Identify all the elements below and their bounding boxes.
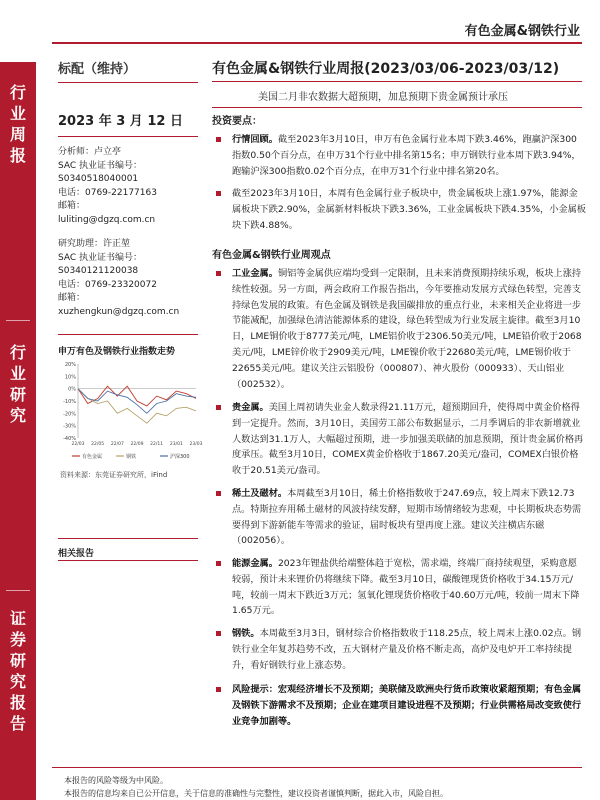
band-char: 周 (9, 125, 26, 144)
header-rule (52, 42, 582, 44)
band-char: 报 (9, 693, 26, 712)
para-text: 铜铝等金属供应端均受到一定限制，且未来消费预期持续乐观，板块上涨持续性较强。另一方面，两会政府工作报告指出，今年要推动发展方式绿色转型，完善支持绿色发展的政策。有色金属及钢铁是我国碳排放的重点行业，未来相关企业将进一步节能减配，加强绿色清洁能源体系的建设，绿色转型成为行业发展主旋律。截至3月10日，LME铜价收于8777美元/吨，LME铝价收于2306.50美元/吨，LME铅价收于2068美元/吨，LME锌价收于2909美元/吨，LME镍价收于22680美元/吨，LME锡价收于22655美元/吨。建议关注云铝股份（000807）、神火股份（000933）、天山铝业（002532）。 (232, 268, 582, 390)
para-lead: 行情回顾。 (232, 134, 278, 145)
chart-y-tick-label: -40% (63, 436, 76, 442)
band-divider (6, 590, 30, 591)
rating: 标配（维持） (58, 62, 137, 77)
footer-rule (52, 767, 582, 768)
bullet-icon (216, 561, 221, 566)
para-text: 截至2023年3月10日，申万有色金属行业本周下跌3.46%，跑赢沪深300指数0.50个百分点，在申万31个行业中排名第15名；申万钢铁行业本周下跌3.94%，跑输沪深300指数0.02个百分点，在申万31个行业中排名第20名。 (232, 134, 581, 177)
chart-y-tick-label: 0% (68, 386, 76, 393)
chart-source: 资料来源：东莞证券研究所，iFind (60, 471, 168, 479)
para-steel (212, 626, 586, 673)
chart-legend-label: 有色金属 (82, 454, 103, 460)
assistant-phone: 电话：0769-23320072 (58, 279, 157, 290)
para-energy-metals (212, 556, 586, 619)
chart-x-tick-label: 22/11 (150, 442, 164, 447)
bullet-icon (216, 687, 221, 692)
para-text: 本周截至3月3日，钢材综合价格指数收于118.25点，较上周末上涨0.02点。钢铁行业全年复苏趋势不改，五大钢材产量及价格不断走高，高炉及电炉开工率持续提升，看好钢铁行业上涨态势。 (232, 628, 582, 671)
rule (58, 136, 198, 137)
chart-x-tick-label: 22/07 (110, 442, 124, 447)
analyst-email-label: 邮箱： (58, 201, 86, 211)
rule (58, 560, 198, 561)
report-date: 2023 年 3 月 12 日 (58, 114, 183, 129)
header-sector: 有色金属&钢铁行业 (464, 24, 580, 39)
title-rule (212, 81, 582, 82)
assistant-block (58, 238, 179, 319)
analyst-block (58, 146, 157, 227)
analyst-name: 分析师：卢立亭 (58, 147, 122, 157)
para-lead: 钢铁。 (232, 628, 260, 639)
chart-title: 申万有色及钢铁行业指数走势 (58, 347, 176, 357)
para-text: 2023年锂盐供给端整体趋于宽松，需求端，终端厂商持续观望，采购意愿较弱，预计未来锂价仍将继续下降。截至3月10日，碳酸锂现货价格收于34.15万元/吨，较前一周末下跌近3万元；氢氧化锂现货价格收于40.60万元/吨，较前一周末下降1.65万元。 (232, 558, 580, 617)
bullet-icon (216, 405, 221, 410)
chart-x-tick-label: 22/03 (71, 442, 85, 447)
band-char: 究 (9, 672, 26, 691)
footer-disclaimer: 本报告的信息均来自已公开信息，关于信息的准确性与完整性，建议投资者谨慎判断，据此入市，风险自担。 (64, 789, 448, 798)
para-market-review (212, 132, 586, 179)
bullet-icon (216, 191, 221, 196)
band-label-industry-weekly (0, 82, 36, 166)
band-char: 业 (9, 104, 26, 123)
band-label-industry-research (0, 342, 36, 426)
band-char: 告 (9, 714, 26, 733)
para-text: 本周截至3月10日，稀土价格指数收于247.69点，较上周末下跌12.73点。特斯拉弃用稀土磁材的风波持续发酵，短期市场情绪较为悲观，中长期板块态势需要得到下游新能车等需求的验证，届时板块有望再度上涨。建议关注横店东磁（002056）。 (232, 488, 582, 547)
para-sub-sectors (212, 186, 586, 233)
para-text: 截至2023年3月10日，本周有色金属行业子板块中，贵金属板块上涨1.97%，能源金属板块下跌2.90%，金属新材料板块下跌3.36%，工业金属板块下跌4.35%，小金属板块下跌4.88%。 (232, 188, 586, 231)
bullet-icon (216, 137, 221, 142)
band-char: 究 (9, 406, 26, 425)
assistant-email[interactable]: xuzhengkun@dgzq.com.cn (58, 306, 180, 317)
para-text: 风险提示：宏观经济增长不及预期；美联储及欧洲央行货币政策收紧超预期；有色金属及钢铁下游需求不及预期；企业在建项目建设进程不及预期；行业供需格局改变致使行业竞争加剧等。 (232, 684, 582, 727)
band-char: 报 (9, 146, 26, 165)
bullet-icon (216, 271, 221, 276)
chart-y-tick-label: 20% (64, 362, 76, 368)
band-char: 行 (9, 83, 26, 102)
para-industrial-metals (212, 266, 586, 392)
band-divider (6, 320, 30, 321)
subtitle-rule (212, 107, 582, 108)
chart-x-tick-label: 22/05 (91, 442, 105, 447)
chart-legend-label: 钢铁 (126, 454, 137, 460)
assistant-sac-label: SAC 执业证书编号： (58, 252, 143, 263)
chart-x-tick-label: 23/01 (169, 442, 183, 447)
analyst-email[interactable]: luliting@dgzq.com.cn (58, 214, 156, 225)
band-char: 券 (9, 630, 26, 649)
para-lead: 贵金属。 (232, 402, 269, 413)
para-lead: 能源金属。 (232, 558, 278, 569)
report-subtitle: 美国二月非农数据大超预期，加息预期下贵金属预计承压 (258, 92, 508, 103)
assistant-sac-number: S0340121120038 (58, 266, 139, 276)
para-lead: 稀土及磁材。 (232, 488, 288, 499)
chart-y-tick-label: -30% (63, 423, 76, 430)
chart-x-tick-label: 22/09 (130, 442, 144, 447)
band-char: 行 (9, 343, 26, 362)
index-trend-chart (58, 358, 203, 466)
assistant-name: 研究助理：许正堃 (58, 239, 131, 249)
rule (58, 538, 198, 539)
band-char: 业 (9, 364, 26, 383)
para-risk-warning (212, 682, 586, 729)
report-title: 有色金属&钢铁行业周报(2023/03/06-2023/03/12) (212, 61, 560, 77)
band-char: 研 (9, 385, 26, 404)
weekly-view-heading: 有色金属&钢铁行业周观点 (212, 250, 331, 261)
para-text: 美国上周初请失业金人数录得21.11万元，超预期回升，使得周中黄金价格得到一定提升。然而，3月10日，美国劳工部公布数据显示，二月季调后的非农新增就业人数达到31.1万人，大幅超过预期，进一步加强美联储的加息预期，预计贵金属价格再度承压。截至3月10日，COMEX黄金价格收于1867.20美元/盎司，COMEX白银价格收于20.51美元/盎司。 (232, 402, 584, 477)
rule (58, 334, 198, 335)
footer-risk-level: 本报告的风险等级为中风险。 (64, 776, 168, 785)
chart-y-tick-label: -10% (63, 399, 76, 405)
analyst-sac-number: S0340518040001 (58, 174, 139, 184)
para-lead: 工业金属。 (232, 268, 278, 279)
assistant-email-label: 邮箱： (58, 293, 86, 303)
bullet-icon (216, 491, 221, 496)
band-label-securities-report (0, 608, 36, 734)
band-char: 研 (9, 651, 26, 670)
chart-y-tick-label: 10% (64, 374, 76, 381)
chart-y-tick-label: -20% (63, 411, 76, 418)
rule (58, 82, 198, 83)
invest-points-heading: 投资要点： (212, 116, 262, 127)
analyst-phone: 电话：0769-22177163 (58, 187, 157, 198)
band-char: 证 (9, 609, 26, 628)
para-rare-earth (212, 486, 586, 549)
related-reports: 相关报告 (58, 549, 95, 559)
para-precious-metals (212, 400, 586, 479)
analyst-sac-label: SAC 执业证书编号： (58, 160, 143, 171)
chart-legend-label: 沪深300 (170, 454, 190, 460)
bullet-icon (216, 631, 221, 636)
chart-x-tick-label: 23/03 (189, 442, 203, 447)
